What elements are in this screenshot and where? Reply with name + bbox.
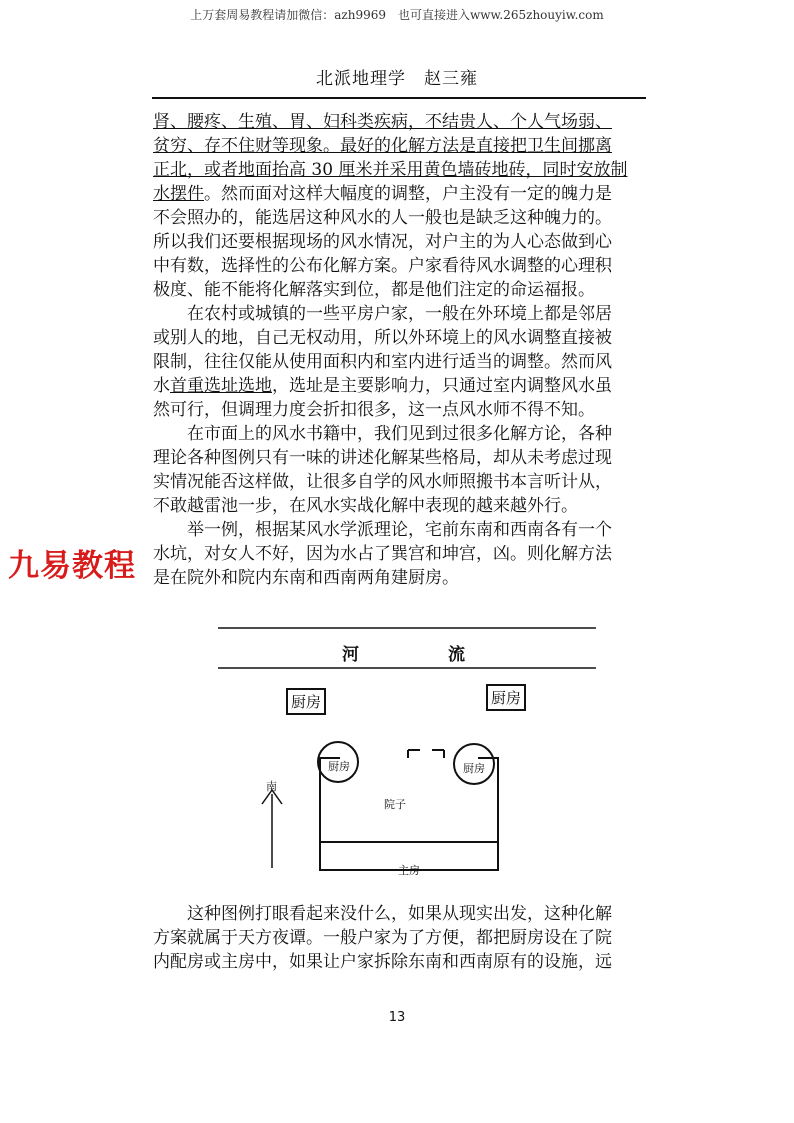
header-banner: 上万套周易教程请加微信：azh9969 也可直接进入www.265zhouyiw.com xyxy=(190,8,604,22)
inner-kitchen-left: 厨房 xyxy=(328,760,350,773)
paragraph-line: 举一例，根据某风水学派理论，宅前东南和西南各有一个 xyxy=(187,520,612,540)
paragraph-line: 水坑，对女人不好，因为水占了巽宫和坤宫，凶。则化解方法 xyxy=(153,544,612,564)
south-label: 南 xyxy=(266,780,277,793)
paragraph-line: 不敢越雷池一步，在风水实战化解中表现的越来越外行。 xyxy=(153,496,578,516)
outer-kitchen-right: 厨房 xyxy=(486,684,526,711)
paragraph-line: 不会照办的，能选居这种风水的人一般也是缺乏这种魄力的。 xyxy=(153,208,612,228)
paragraph-line: 是在院外和院内东南和西南两角建厨房。 xyxy=(153,568,459,588)
paragraph-line: 在市面上的风水书籍中，我们见到过很多化解方论，各种 xyxy=(187,424,612,444)
text-block-top xyxy=(153,110,643,590)
main-room-label: 主房 xyxy=(398,864,420,877)
paragraph-line: 方案就属于天方夜谭。一般户家为了方便，都把厨房设在了院 xyxy=(153,928,612,948)
paragraph-line: 中有数，选择性的公布化解方案。户家看待风水调整的心理积 xyxy=(153,256,612,276)
paragraph-line: 实情况能否这样做，让很多自学的风水师照搬书本言听计从， xyxy=(153,472,612,492)
underlined-text: 首重选址选地 xyxy=(170,376,272,396)
diagram-lines xyxy=(210,622,610,882)
inner-kitchen-right: 厨房 xyxy=(463,762,485,775)
page-number: 13 xyxy=(388,1010,406,1025)
paragraph-line: 正北，或者地面抬高 30 厘米并采用黄色墙砖地砖，同时安放制 xyxy=(153,160,628,180)
paragraph-line: 理论各种图例只有一味的讲述化解某些格局，却从未考虑过现 xyxy=(153,448,612,468)
underlined-text: 水摆件 xyxy=(153,184,204,204)
paragraph-line xyxy=(153,182,643,206)
paragraph-line: 在农村或城镇的一些平房户家，一般在外环境上都是邻居 xyxy=(187,304,612,324)
watermark-logo: 九易教程 xyxy=(8,548,136,584)
text-span: 。然而面对这样大幅度的调整，户主没有一定的魄力是 xyxy=(204,184,612,204)
layout-diagram xyxy=(210,622,610,882)
header-rule xyxy=(152,97,646,99)
text-block-bottom xyxy=(153,902,643,974)
river-label-left: 河 xyxy=(342,645,359,665)
river-label-right: 流 xyxy=(448,645,465,665)
paragraph-line: 然可行，但调理力度会折扣很多，这一点风水师不得不知。 xyxy=(153,400,595,420)
outer-kitchen-left: 厨房 xyxy=(286,688,326,715)
text-span: ，选址是主要影响力，只通过室内调整风水虽 xyxy=(272,376,612,396)
paragraph-line xyxy=(153,374,643,398)
paragraph-line: 极度、能不能将化解落实到位，都是他们注定的命运福报。 xyxy=(153,280,595,300)
paragraph-line: 限制，往往仅能从使用面积内和室内进行适当的调整。然而风 xyxy=(153,352,612,372)
page-title: 北派地理学 赵三雍 xyxy=(316,69,478,89)
text-span: 水 xyxy=(153,376,170,396)
paragraph-line: 或别人的地，自己无权动用，所以外环境上的风水调整直接被 xyxy=(153,328,612,348)
paragraph-line: 肾、腰疼、生殖、胃、妇科类疾病，不结贵人、个人气场弱、 xyxy=(153,112,612,132)
paragraph-line: 这种图例打眼看起来没什么，如果从现实出发，这种化解 xyxy=(187,904,612,924)
courtyard-label: 院子 xyxy=(384,798,406,811)
paragraph-line: 所以我们还要根据现场的风水情况，对户主的为人心态做到心 xyxy=(153,232,612,252)
paragraph-line: 内配房或主房中，如果让户家拆除东南和西南原有的设施，远 xyxy=(153,952,612,972)
paragraph-line: 贫穷、存不住财等现象。最好的化解方法是直接把卫生间挪离 xyxy=(153,136,612,156)
